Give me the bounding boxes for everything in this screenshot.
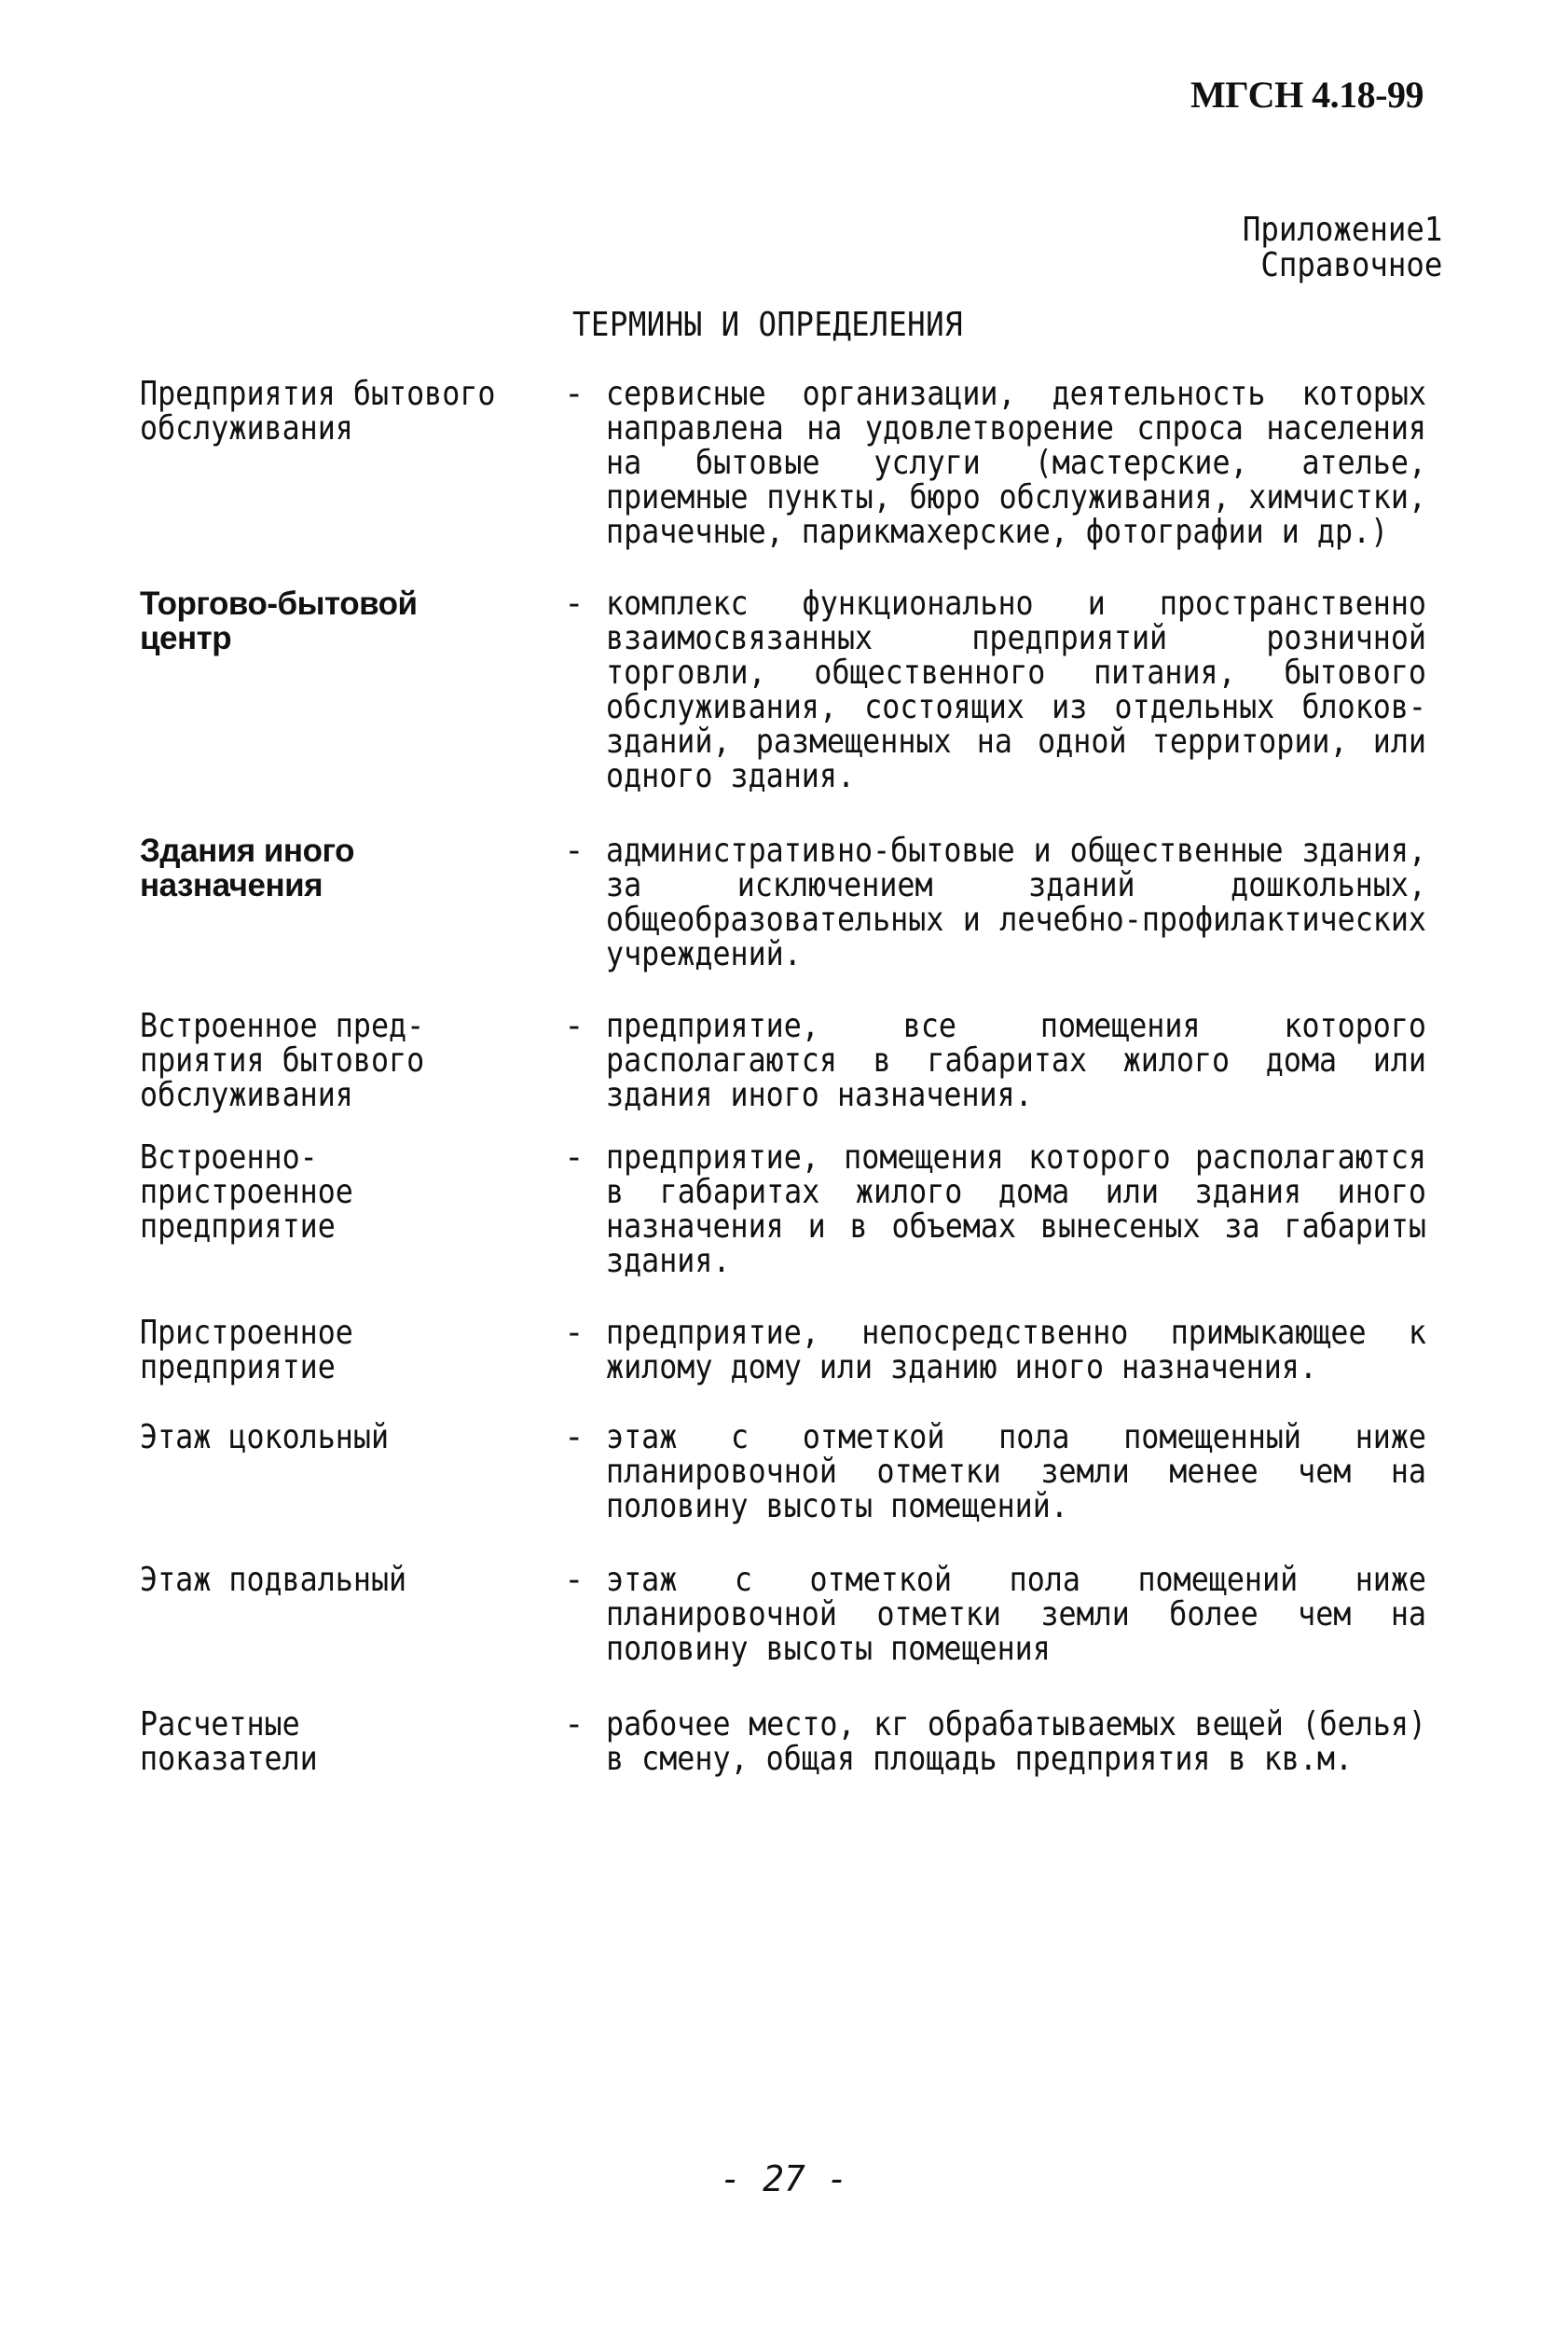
term-entry [140, 834, 1445, 972]
term-entry [140, 1420, 1445, 1523]
term-dash: - [564, 832, 585, 870]
term-definition: этаж с отметкой пола помещений ниже планировочной отметки земли более чем на половину высоты помещения [606, 1561, 1426, 1668]
page-title: ТЕРМИНЫ И ОПРЕДЕЛЕНИЯ [571, 306, 964, 344]
term-definition: предприятие, непосредственно примыкающее к жилому дому или зданию иного назначения. [606, 1314, 1426, 1386]
term-dash: - [564, 1314, 585, 1352]
term-dash: - [564, 1138, 585, 1177]
term-name: Этаж подвальный [140, 1561, 407, 1599]
term-definition: сервисные организации, деятельность которых направлена на удовлетворение спроса населения на бытовые услуги (мастерские, ателье, приемные пункты, бюро обслуживания, химчистки, прачечные, парикмахерские, фотографии и др.) [606, 375, 1426, 551]
term-name: Предприятия бытового обслуживания [140, 375, 496, 448]
term-dash: - [564, 375, 585, 413]
term-name: Здания иного назначения [140, 833, 354, 903]
term-entry [140, 1009, 1445, 1112]
terms-list [140, 377, 1445, 1776]
term-definition: предприятие, помещения которого располагаются в габаритах жилого дома или здания иного назначения и в объемах вынесеных за габариты здания. [606, 1138, 1426, 1280]
term-definition: предприятие, все помещения которого располагаются в габаритах жилого дома или здания иного назначения. [606, 1007, 1426, 1114]
term-entry [140, 1316, 1445, 1385]
document-code: МГСН 4.18-99 [1190, 74, 1424, 116]
term-definition: этаж с отметкой пола помещенный ниже планировочной отметки земли менее чем на половину высоты помещений. [606, 1418, 1426, 1525]
term-name: Пристроенное предприятие [140, 1314, 353, 1386]
term-name: Этаж цокольный [140, 1418, 390, 1456]
term-dash: - [564, 1561, 585, 1599]
term-dash: - [564, 585, 585, 623]
term-entry [140, 1707, 1445, 1776]
appendix-number: Приложение1 [1242, 211, 1442, 249]
term-entry [140, 586, 1445, 793]
term-entry [140, 1140, 1445, 1278]
term-entry [140, 377, 1445, 549]
term-name: Встроенно- пристроенное предприятие [140, 1138, 353, 1246]
term-definition: рабочее место, кг обрабатываемых вещей (белья) в смену, общая площадь предприятия в кв.м. [606, 1705, 1426, 1778]
term-dash: - [564, 1007, 585, 1045]
term-definition: комплекс функционально и пространственно взаимосвязанных предприятий розничной торговли, общественного питания, бытового обслуживания, состоящих из отдельных блоков-зданий, размещенных на одной территории, или одного здания. [606, 585, 1426, 795]
term-name: Расчетные показатели [140, 1705, 318, 1778]
appendix-type: Справочное [1259, 246, 1442, 284]
term-name: Встроенное пред- приятия бытового обслуживания [140, 1007, 425, 1114]
term-name: Торгово-бытовой центр [140, 586, 418, 656]
term-definition: административно-бытовые и общественные здания, за исключением зданий дошкольных, общеобразовательных и лечебно-профилактических учреждений. [606, 832, 1426, 973]
term-dash: - [564, 1418, 585, 1456]
term-dash: - [564, 1705, 585, 1743]
appendix-label [1242, 213, 1442, 283]
page-number: - 27 - [720, 2158, 848, 2199]
term-entry [140, 1563, 1445, 1666]
